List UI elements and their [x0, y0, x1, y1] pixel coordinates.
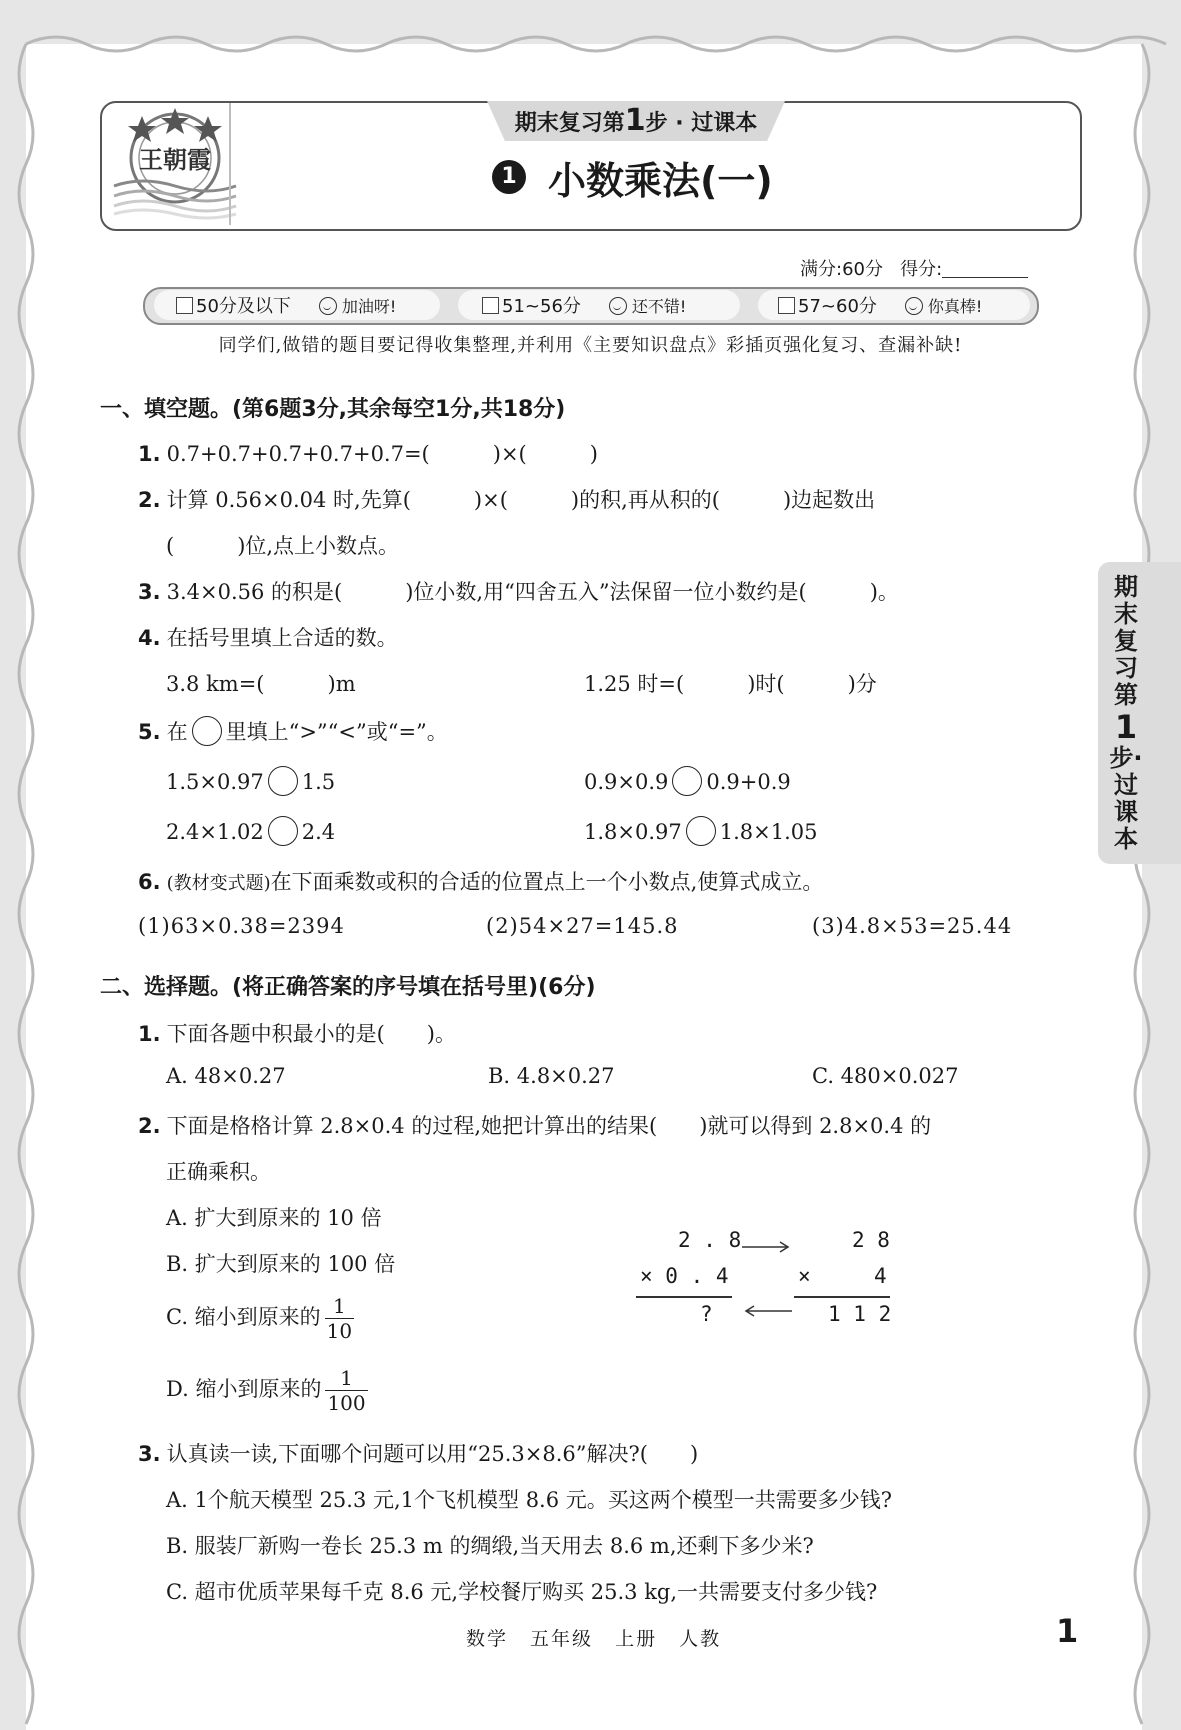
smiley-icon — [319, 297, 337, 315]
compare-item: 1.5×0.97 1.5 — [166, 766, 335, 796]
question-1-4: 4. 在括号里填上合适的数。 — [138, 626, 398, 650]
question-1-6-item: (2)54×27=145.8 — [486, 914, 679, 938]
compare-item: 0.9×0.9 0.9+0.9 — [584, 766, 791, 796]
header-step: 1 — [624, 103, 646, 138]
question-1-4-a: 3.8 km=( )m — [166, 672, 356, 696]
calc-left-line — [636, 1296, 732, 1298]
rating-checkbox[interactable] — [176, 297, 193, 314]
compare-circle[interactable] — [268, 816, 298, 846]
footer-text: 数学 五年级 上册 人教 — [466, 1628, 722, 1650]
rating-checkbox[interactable] — [778, 297, 795, 314]
page-number: 1 — [1056, 1612, 1079, 1650]
compare-item: 1.8×0.97 1.8×1.05 — [584, 816, 818, 846]
option: A. 48×0.27 — [166, 1064, 286, 1088]
arrow-left-icon — [742, 1304, 792, 1318]
logo-divider — [229, 103, 231, 225]
arrow-right-icon — [742, 1240, 792, 1254]
fraction: $\frac{1}{10}$ — [326, 1294, 353, 1343]
option: C. 超市优质苹果每千克 8.6 元,学校餐厅购买 25.3 kg,一共需要支付多少钱? — [166, 1580, 878, 1604]
calc-right-mult-sign: × — [798, 1264, 811, 1288]
question-1-6-item: (1)63×0.38=2394 — [138, 914, 345, 938]
logo-text: 王朝霞 — [139, 145, 211, 174]
unit-number-badge: 1 — [492, 160, 526, 194]
calc-right-mult: 4 — [874, 1264, 887, 1288]
question-1-2-line2: ( )位,点上小数点。 — [166, 534, 400, 558]
option: C. 480×0.027 — [812, 1064, 959, 1088]
compare-circle[interactable] — [672, 766, 702, 796]
calc-left-mult: × 0 . 4 — [640, 1264, 729, 1288]
calc-right-line — [794, 1296, 890, 1298]
compare-item: 2.4×1.02 2.4 — [166, 816, 335, 846]
score-blank[interactable] — [942, 259, 1028, 278]
calc-right-result: 1 1 2 — [828, 1302, 892, 1326]
compare-circle[interactable] — [686, 816, 716, 846]
publisher-logo-icon — [112, 106, 238, 222]
rating-item: 57~60分 你真棒! — [778, 292, 982, 318]
section1-title: 一、填空题。(第6题3分,其余每空1分,共18分) — [100, 397, 566, 422]
smiley-icon — [905, 297, 923, 315]
question-1-4-b: 1.25 时=( )时( )分 — [584, 672, 877, 696]
compare-circle[interactable] — [268, 766, 298, 796]
question-2-2: 2. 下面是格格计算 2.8×0.4 的过程,她把计算出的结果( )就可以得到 2.8×0.4 的 — [138, 1114, 932, 1138]
full-score: 满分:60分 — [800, 259, 883, 280]
page-title: 小数乘法(一) — [548, 159, 773, 203]
rating-item: 50分及以下 加油呀! — [176, 292, 396, 318]
question-2-1: 1. 下面各题中积最小的是( )。 — [138, 1022, 456, 1046]
option: B. 服装厂新购一卷长 25.3 m 的绸缎,当天用去 8.6 m,还剩下多少米? — [166, 1534, 814, 1558]
rating-checkbox[interactable] — [482, 297, 499, 314]
question-1-6-item: (3)4.8×53=25.44 — [812, 914, 1013, 938]
calc-left-result: ? — [700, 1302, 713, 1326]
option: D. 缩小到原来的 $\frac{1}{100}$ — [166, 1366, 366, 1415]
question-1-6: 6. (教材变式题)在下面乘数或积的合适的位置点上一个小数点,使算式成立。 — [138, 870, 824, 894]
notice-text: 同学们,做错的题目要记得收集整理,并利用《主要知识盘点》彩插页强化复习、查漏补缺! — [218, 335, 963, 356]
calc-left-top: 2 . 8 — [678, 1228, 742, 1252]
option: A. 1个航天模型 25.3 元,1个飞机模型 8.6 元。买这两个模型一共需要多少钱? — [166, 1488, 893, 1512]
question-1-5: 5. 在 里填上“>”“<”或“=”。 — [138, 716, 448, 746]
section2-title: 二、选择题。(将正确答案的序号填在括号里)(6分) — [100, 975, 596, 1000]
rating-item: 51~56分 还不错! — [482, 292, 686, 318]
option: B. 4.8×0.27 — [488, 1064, 615, 1088]
question-1-2: 2. 计算 0.56×0.04 时,先算( )×( )的积,再从积的( )边起数出 — [138, 488, 876, 512]
question-2-3: 3. 认真读一读,下面哪个问题可以用“25.3×8.6”解决?( ) — [138, 1442, 699, 1466]
fraction: $\frac{1}{100}$ — [327, 1366, 366, 1415]
option: B. 扩大到原来的 100 倍 — [166, 1252, 396, 1276]
score-label: 得分: — [900, 259, 943, 280]
side-tab-text: 期末复习第 1 步·过课本 — [1109, 573, 1143, 853]
question-2-2-line2: 正确乘积。 — [166, 1160, 271, 1184]
question-1-1: 1. 0.7+0.7+0.7+0.7+0.7=( )×( ) — [138, 442, 598, 466]
question-1-3: 3. 3.4×0.56 的积是( )位小数,用“四舍五入”法保留一位小数约是( )。 — [138, 580, 899, 604]
option: C. 缩小到原来的 $\frac{1}{10}$ — [166, 1294, 353, 1343]
smiley-icon — [609, 297, 627, 315]
compare-circle-icon — [192, 716, 222, 746]
header-tab: 期末复习第1步 · 过课本 — [514, 103, 758, 138]
calc-right-top: 2 8 — [852, 1228, 890, 1252]
score-line — [800, 255, 1028, 281]
option: A. 扩大到原来的 10 倍 — [166, 1206, 382, 1230]
